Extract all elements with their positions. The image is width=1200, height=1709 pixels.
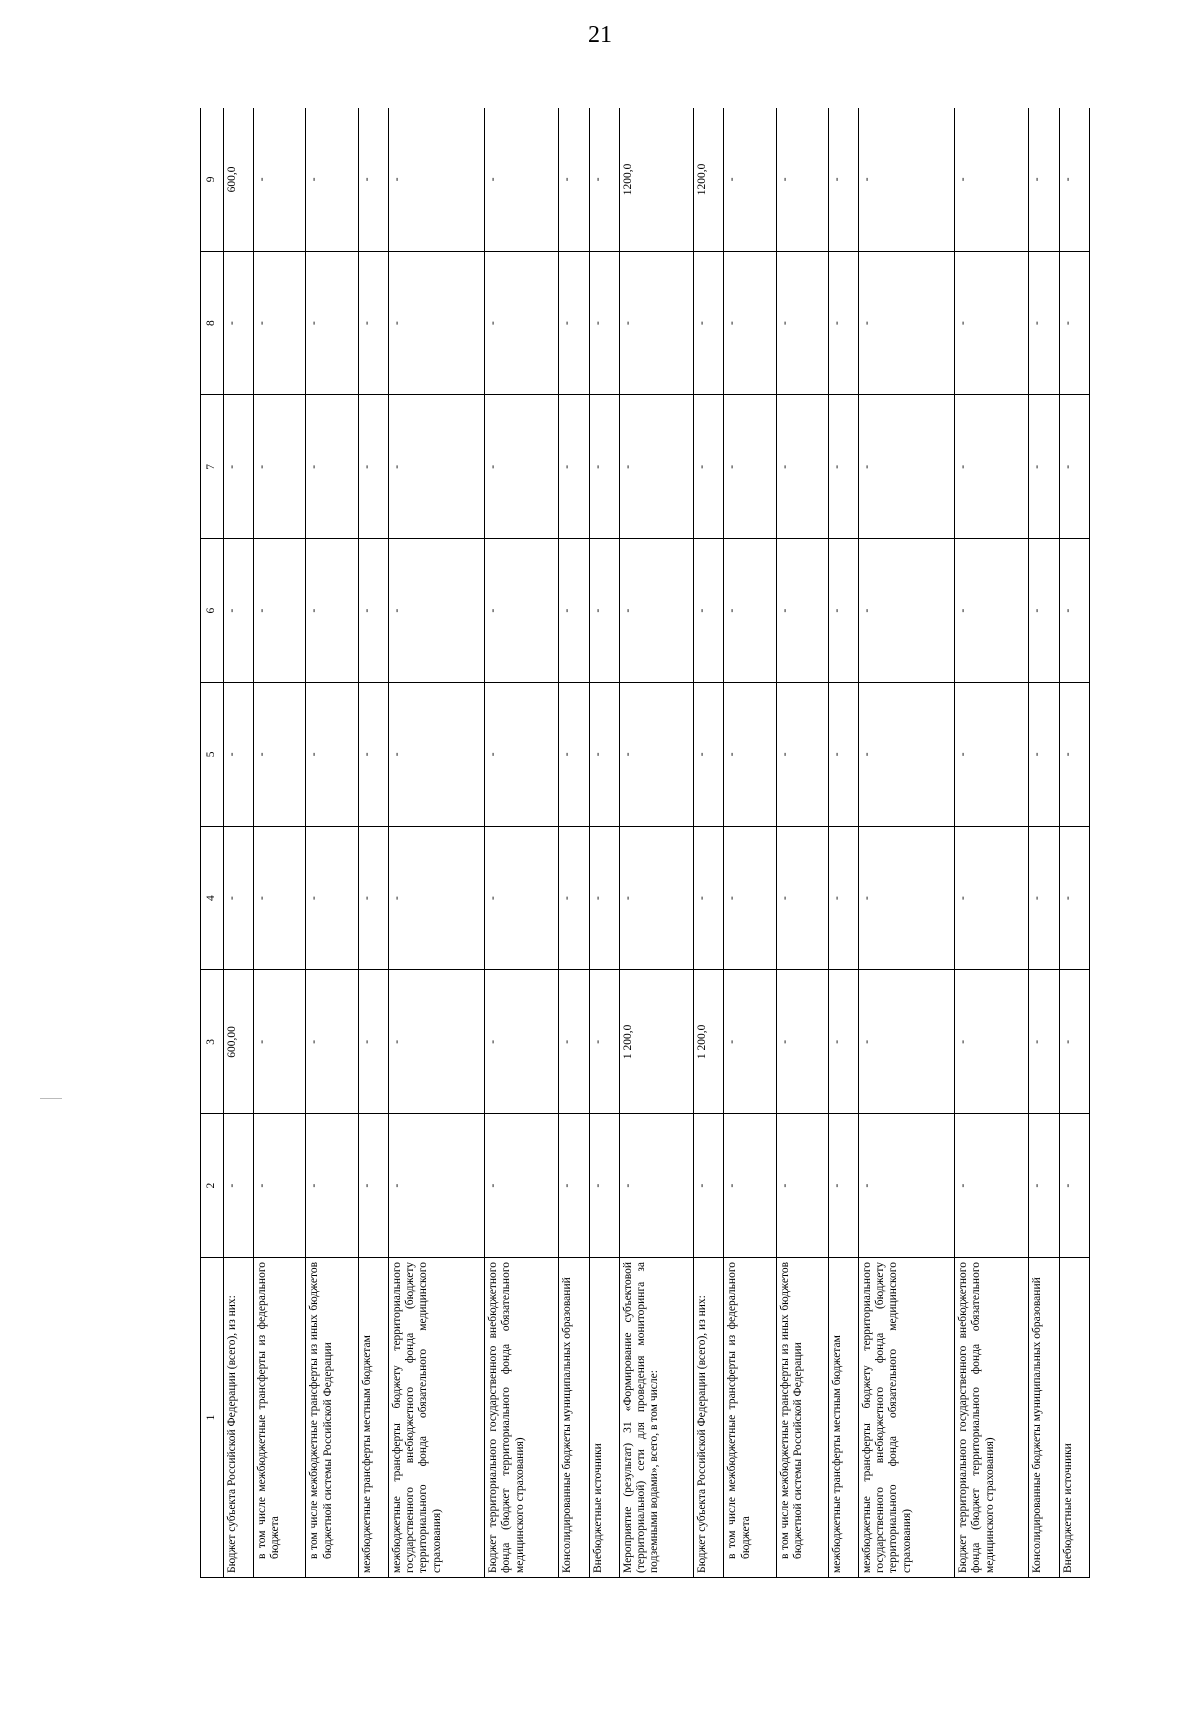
table-cell: - — [358, 539, 388, 683]
table-cell: 600,00 — [224, 970, 254, 1114]
table-cell: - — [589, 1114, 619, 1258]
table-cell: - — [358, 395, 388, 539]
table-cell: - — [306, 683, 358, 827]
table-cell: 1200,0 — [694, 108, 724, 251]
table-cell: - — [306, 1114, 358, 1258]
column-header: 1 — [201, 1258, 224, 1578]
table-row — [828, 108, 858, 1578]
table-cell: - — [955, 970, 1029, 1114]
table-cell: - — [1059, 683, 1089, 827]
row-label: Бюджет территориального государственного внебюджетного фонда (бюджет территориального фонда обязательного медицинского страхования) — [955, 1258, 1029, 1578]
table-cell: - — [224, 826, 254, 970]
table-cell: - — [859, 683, 955, 827]
table-body — [224, 108, 1090, 1578]
table-cell: - — [724, 108, 776, 251]
table-cell: - — [828, 251, 858, 395]
table-cell: - — [485, 826, 559, 970]
row-label: Внебюджетные источники — [1059, 1258, 1089, 1578]
table-cell: - — [388, 395, 484, 539]
table-cell: - — [358, 108, 388, 251]
table-cell: - — [776, 395, 828, 539]
table-cell: - — [776, 683, 828, 827]
table-cell: - — [559, 826, 589, 970]
table-cell: - — [224, 251, 254, 395]
table-cell: - — [388, 970, 484, 1114]
table-cell: - — [589, 395, 619, 539]
table-cell: 1200,0 — [619, 108, 693, 251]
table-cell: - — [955, 683, 1029, 827]
table-cell: 1 200,0 — [694, 970, 724, 1114]
table-cell: - — [254, 1114, 306, 1258]
table-cell: - — [776, 539, 828, 683]
table-cell: - — [694, 683, 724, 827]
table-cell: - — [224, 395, 254, 539]
table-cell: - — [254, 108, 306, 251]
table-cell: - — [306, 395, 358, 539]
table-cell: - — [254, 539, 306, 683]
table-cell: - — [955, 826, 1029, 970]
row-label: межбюджетные трансферты местным бюджетам — [828, 1258, 858, 1578]
table-cell: - — [859, 539, 955, 683]
table-cell: - — [828, 826, 858, 970]
table-row — [224, 108, 254, 1578]
table-cell: - — [619, 826, 693, 970]
table-cell: - — [1029, 539, 1059, 683]
table-cell: - — [358, 970, 388, 1114]
table-cell: - — [859, 1114, 955, 1258]
table-cell: - — [254, 970, 306, 1114]
table-cell: - — [859, 108, 955, 251]
table-cell: - — [619, 395, 693, 539]
table-cell: - — [224, 1114, 254, 1258]
table-cell: - — [589, 970, 619, 1114]
table-cell: - — [358, 826, 388, 970]
table-row — [485, 108, 559, 1578]
table-cell: - — [559, 251, 589, 395]
table-cell: - — [388, 251, 484, 395]
table-cell: - — [589, 539, 619, 683]
table-cell: - — [776, 970, 828, 1114]
table-row — [694, 108, 724, 1578]
table-cell: - — [776, 251, 828, 395]
table-cell: - — [776, 108, 828, 251]
row-label: в том числе межбюджетные трансферты из иных бюджетов бюджетной системы Российской Федерации — [306, 1258, 358, 1578]
table-row — [776, 108, 828, 1578]
table-cell: - — [485, 251, 559, 395]
row-label: межбюджетные трансферты бюджету территориального государственного внебюджетного фонда (бюджету территориального фонда обязательного медицинского страхования) — [859, 1258, 955, 1578]
row-label: Бюджет субъекта Российской Федерации (всего), из них: — [694, 1258, 724, 1578]
table-row — [1029, 108, 1059, 1578]
row-label: в том числе межбюджетные трансферты из иных бюджетов бюджетной системы Российской Федерации — [776, 1258, 828, 1578]
table-cell: - — [358, 251, 388, 395]
table-cell: - — [828, 683, 858, 827]
table-cell: - — [955, 108, 1029, 251]
table-cell: - — [955, 251, 1029, 395]
table-cell: - — [828, 395, 858, 539]
table-cell: - — [388, 683, 484, 827]
row-label: Консолидированные бюджеты муниципальных образований — [559, 1258, 589, 1578]
row-label: в том числе межбюджетные трансферты из федерального бюджета — [254, 1258, 306, 1578]
table-cell: - — [828, 108, 858, 251]
table-cell: - — [955, 395, 1029, 539]
table-cell: - — [1059, 108, 1089, 251]
table-cell: - — [254, 826, 306, 970]
table-cell: - — [559, 108, 589, 251]
table-cell: - — [1029, 970, 1059, 1114]
table-cell: - — [1059, 1114, 1089, 1258]
table-cell: - — [388, 826, 484, 970]
table-cell: - — [1059, 539, 1089, 683]
table-cell: - — [559, 1114, 589, 1258]
column-header: 6 — [201, 539, 224, 683]
table-cell: - — [828, 539, 858, 683]
scan-mark — [40, 1098, 62, 1099]
table-cell: - — [306, 539, 358, 683]
table-cell: - — [1059, 826, 1089, 970]
row-label: Внебюджетные источники — [589, 1258, 619, 1578]
table-row — [358, 108, 388, 1578]
table-row — [724, 108, 776, 1578]
table-cell: - — [694, 826, 724, 970]
table-cell: - — [485, 683, 559, 827]
table-cell: - — [776, 826, 828, 970]
table-row — [1059, 108, 1089, 1578]
table-row — [619, 108, 693, 1578]
table-cell: - — [306, 826, 358, 970]
table-cell: - — [1059, 395, 1089, 539]
table-cell: - — [724, 683, 776, 827]
table-cell: - — [619, 539, 693, 683]
table-cell: - — [485, 1114, 559, 1258]
table-cell: - — [589, 251, 619, 395]
table-cell: - — [859, 395, 955, 539]
table-cell: - — [559, 539, 589, 683]
row-label: межбюджетные трансферты местным бюджетам — [358, 1258, 388, 1578]
table-cell: - — [619, 251, 693, 395]
table-cell: - — [694, 1114, 724, 1258]
table-cell: - — [1029, 251, 1059, 395]
table-cell: - — [724, 1114, 776, 1258]
table-cell: - — [358, 683, 388, 827]
table-cell: - — [859, 970, 955, 1114]
table-cell: 1 200,0 — [619, 970, 693, 1114]
table-row — [306, 108, 358, 1578]
table-cell: - — [306, 108, 358, 251]
table-row — [388, 108, 484, 1578]
table-cell: - — [589, 826, 619, 970]
table-cell: - — [724, 826, 776, 970]
table-cell: 600,0 — [224, 108, 254, 251]
table-row — [559, 108, 589, 1578]
table-cell: - — [559, 970, 589, 1114]
table-cell: - — [559, 683, 589, 827]
table-cell: - — [619, 1114, 693, 1258]
column-header: 2 — [201, 1114, 224, 1258]
table-cell: - — [776, 1114, 828, 1258]
table-cell: - — [859, 826, 955, 970]
table-cell: - — [589, 108, 619, 251]
row-label: в том числе межбюджетные трансферты из федерального бюджета — [724, 1258, 776, 1578]
table-cell: - — [1029, 683, 1059, 827]
table-cell: - — [224, 683, 254, 827]
table-cell: - — [224, 539, 254, 683]
table-row — [589, 108, 619, 1578]
table-cell: - — [254, 251, 306, 395]
budget-table — [200, 108, 1090, 1578]
column-header: 5 — [201, 683, 224, 827]
table-cell: - — [724, 970, 776, 1114]
table-cell: - — [388, 1114, 484, 1258]
row-label: Мероприятие (результат) 31 «Формирование субъектовой (территориальной) сети для проведения мониторинга за подземными водами», всего, в том числе: — [619, 1258, 693, 1578]
table-cell: - — [955, 1114, 1029, 1258]
table-cell: - — [485, 395, 559, 539]
table-row — [254, 108, 306, 1578]
row-label: Бюджет территориального государственного внебюджетного фонда (бюджет территориального фонда обязательного медицинского страхования) — [485, 1258, 559, 1578]
table-cell: - — [589, 683, 619, 827]
column-header: 4 — [201, 826, 224, 970]
table-cell: - — [1029, 108, 1059, 251]
table-cell: - — [694, 251, 724, 395]
row-label: межбюджетные трансферты бюджету территориального государственного внебюджетного фонда (бюджету территориального фонда обязательного медицинского страхования) — [388, 1258, 484, 1578]
table-cell: - — [485, 539, 559, 683]
table-cell: - — [254, 395, 306, 539]
table-cell: - — [559, 395, 589, 539]
column-number-row — [201, 108, 224, 1578]
table-cell: - — [1029, 1114, 1059, 1258]
row-label: Бюджет субъекта Российской Федерации (всего), из них: — [224, 1258, 254, 1578]
table-cell: - — [485, 970, 559, 1114]
page-number: 21 — [588, 22, 612, 48]
table-cell: - — [724, 395, 776, 539]
table-cell: - — [724, 539, 776, 683]
table-row — [859, 108, 955, 1578]
table-cell: - — [955, 539, 1029, 683]
column-header: 3 — [201, 970, 224, 1114]
budget-table-container — [200, 108, 1090, 1578]
table-row — [955, 108, 1029, 1578]
table-cell: - — [358, 1114, 388, 1258]
table-cell: - — [485, 108, 559, 251]
table-cell: - — [859, 251, 955, 395]
table-cell: - — [619, 683, 693, 827]
column-header: 9 — [201, 108, 224, 251]
table-cell: - — [694, 539, 724, 683]
table-cell: - — [306, 251, 358, 395]
column-header: 7 — [201, 395, 224, 539]
table-cell: - — [724, 251, 776, 395]
table-cell: - — [306, 970, 358, 1114]
column-header: 8 — [201, 251, 224, 395]
table-cell: - — [1029, 395, 1059, 539]
table-cell: - — [388, 539, 484, 683]
table-cell: - — [388, 108, 484, 251]
table-cell: - — [254, 683, 306, 827]
table-cell: - — [828, 1114, 858, 1258]
table-cell: - — [1029, 826, 1059, 970]
table-cell: - — [1059, 251, 1089, 395]
table-cell: - — [828, 970, 858, 1114]
table-cell: - — [694, 395, 724, 539]
row-label: Консолидированные бюджеты муниципальных образований — [1029, 1258, 1059, 1578]
table-cell: - — [1059, 970, 1089, 1114]
